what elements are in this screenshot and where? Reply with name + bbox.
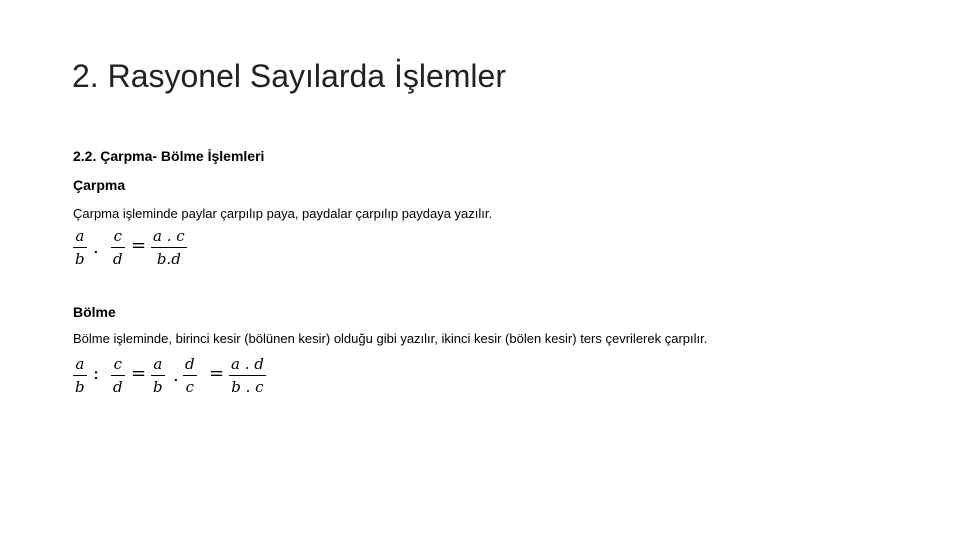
numerator: a bbox=[153, 355, 163, 373]
equals-sign: = bbox=[131, 235, 147, 256]
numerator: a bbox=[75, 227, 85, 245]
multiply-operator: . bbox=[93, 237, 99, 258]
division-heading: Bölme bbox=[73, 304, 116, 320]
fraction-bar bbox=[73, 247, 87, 248]
numerator: c bbox=[113, 355, 122, 373]
fraction bbox=[73, 355, 87, 396]
fraction-bar bbox=[151, 247, 187, 248]
fraction bbox=[73, 227, 87, 268]
denominator: c bbox=[185, 378, 194, 396]
multiplication-heading: Çarpma bbox=[73, 177, 126, 193]
numerator: a bbox=[75, 355, 85, 373]
denominator: b bbox=[75, 378, 85, 396]
fraction bbox=[151, 355, 165, 396]
slide-title: 2. Rasyonel Sayılarda İşlemler bbox=[72, 58, 506, 94]
denominator: d bbox=[113, 250, 123, 268]
fraction bbox=[151, 227, 187, 268]
divide-operator: : bbox=[93, 363, 100, 384]
numerator: a . d bbox=[231, 355, 264, 373]
fraction bbox=[229, 355, 266, 396]
section-heading: 2.2. Çarpma- Bölme İşlemleri bbox=[73, 148, 265, 164]
denominator: b . c bbox=[231, 378, 264, 396]
fraction-bar bbox=[111, 247, 125, 248]
fraction bbox=[111, 355, 125, 396]
fraction-bar bbox=[151, 375, 165, 376]
numerator: c bbox=[113, 227, 122, 245]
numerator: d bbox=[185, 355, 195, 373]
multiply-operator: . bbox=[173, 365, 179, 386]
fraction bbox=[183, 355, 197, 396]
denominator: d bbox=[113, 378, 123, 396]
fraction-bar bbox=[183, 375, 197, 376]
equals-sign: = bbox=[131, 363, 147, 384]
equals-sign: = bbox=[209, 363, 225, 384]
division-description: Bölme işleminde, birinci kesir (bölünen kesir) olduğu gibi yazılır, ikinci kesir (bölen kesir) ters çevrilerek çarpılır. bbox=[73, 331, 708, 346]
numerator: a . c bbox=[153, 227, 185, 245]
denominator: b bbox=[75, 250, 85, 268]
fraction-bar bbox=[73, 375, 87, 376]
denominator: b bbox=[153, 378, 163, 396]
fraction-bar bbox=[229, 375, 266, 376]
fraction bbox=[111, 227, 125, 268]
denominator: b.d bbox=[156, 250, 181, 268]
multiplication-description: Çarpma işleminde paylar çarpılıp paya, paydalar çarpılıp paydaya yazılır. bbox=[73, 206, 493, 221]
fraction-bar bbox=[111, 375, 125, 376]
